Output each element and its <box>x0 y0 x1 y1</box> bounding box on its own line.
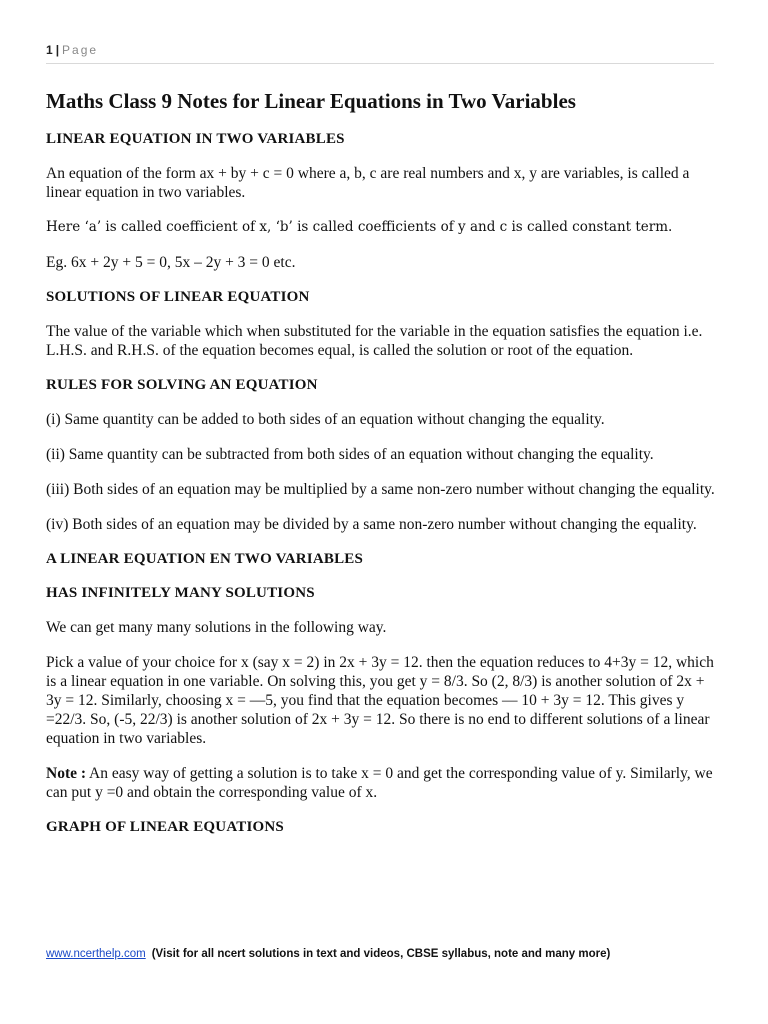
note-paragraph <box>46 764 716 802</box>
many-solutions-paragraph: We can get many many solutions in the following way. <box>46 619 387 637</box>
rule-item: (iii) Both sides of an equation may be multiplied by a same non-zero number without changing the equality. <box>46 481 715 499</box>
example-solutions-paragraph: Pick a value of your choice for x (say x = 2) in 2x + 3y = 12. then the equation reduces to 4+3y = 12, which is a linear equation in one variable. On solving this, you get y = 8/3. So (2, 8/3) is another solution of 2x + 3y = 12. Similarly, choosing x = —5, you find that the equation becomes — 10 + 3y = 12. This gives y =22/3. So, (-5, 22/3) is another solution of 2x + 3y = 12. So there is no end to different solutions of a linear equation in two variables. <box>46 654 714 748</box>
document-body <box>46 88 716 852</box>
page-header <box>46 43 714 64</box>
note-label: Note : <box>46 765 87 783</box>
solutions-paragraph: The value of the variable which when substituted for the variable in the equation satisfies the equation i.e. L.H.S. and R.H.S. of the equation becomes equal, is called the solution or root of the equation. <box>46 323 703 360</box>
heading-linear-equation: LINEAR EQUATION IN TWO VARIABLES <box>46 131 345 148</box>
heading-solutions: SOLUTIONS OF LINEAR EQUATION <box>46 289 310 306</box>
definition-paragraph: An equation of the form ax + by + c = 0 where a, b, c are real numbers and x, y are variables, is called a linear equation in two variables. <box>46 165 690 202</box>
heading-rules: RULES FOR SOLVING AN EQUATION <box>46 377 318 394</box>
footer-note: (Visit for all ncert solutions in text and videos, CBSE syllabus, note and many more) <box>151 948 611 960</box>
heading-infinite-solutions: HAS INFINITELY MANY SOLUTIONS <box>46 585 315 602</box>
rule-item: (iv) Both sides of an equation may be divided by a same non-zero number without changing the equality. <box>46 516 697 534</box>
coefficient-paragraph: Here ‘a’ is called coefficient of x, ‘b’ is called coefficients of y and c is called constant term. <box>46 219 673 236</box>
document-title: Maths Class 9 Notes for Linear Equations in Two Variables <box>46 89 576 113</box>
rule-item: (i) Same quantity can be added to both sides of an equation without changing the equality. <box>46 411 605 429</box>
heading-two-variables: A LINEAR EQUATION EN TWO VARIABLES <box>46 551 364 568</box>
page-number: 1 <box>46 43 53 57</box>
page-separator: | <box>55 43 60 57</box>
heading-graph: GRAPH OF LINEAR EQUATIONS <box>46 819 284 836</box>
note-text: An easy way of getting a solution is to take x = 0 and get the corresponding value of y. Similarly, we can put y =0 and obtain the corresponding value of x. <box>46 765 713 802</box>
page-footer <box>46 948 726 960</box>
rule-item: (ii) Same quantity can be subtracted from both sides of an equation without changing the equality. <box>46 446 654 464</box>
example-paragraph: Eg. 6x + 2y + 5 = 0, 5x – 2y + 3 = 0 etc. <box>46 254 296 272</box>
website-link[interactable]: www.ncerthelp.com <box>46 948 146 960</box>
page-label: Page <box>62 43 99 57</box>
